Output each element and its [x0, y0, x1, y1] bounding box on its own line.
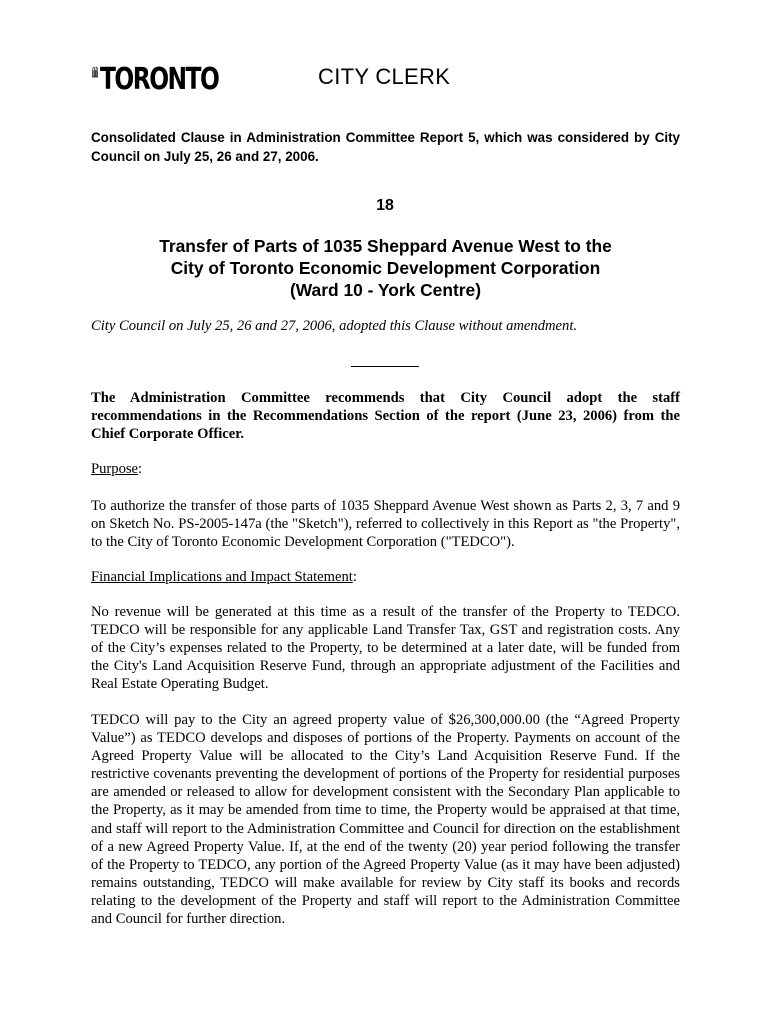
committee-recommendation: The Administration Committee recommends that City Council adopt the staff recommendations in the Recommendations Section of the report (June 23, 2006) from the Chief Corporate Officer. — [91, 390, 680, 443]
council-decision: City Council on July 25, 26 and 27, 2006, adopted this Clause without amendment. — [91, 318, 578, 334]
financial-paragraph-2: TEDCO will pay to the City an agreed property value of $26,300,000.00 (the “Agreed Property Value”) as TEDCO develops and disposes of portions of the Property. Payments on account of the Agreed Property Value will be allocated to the City’s Land Acquisition Reserve Fund. If the restrictive covenants preventing the development of portions of the Property for residential purposes are amended or released to allow for development consistent with the Secondary Plan applicable to the Property, as it may be amended from time to time, the Property would be appraised at that time, and staff will report to the Administration Committee and Council for direction on the establishment of a new Agreed Property Value. If, at the end of the twenty (20) year period following the transfer of the Property to TEDCO, any portion of the Agreed Property Value (as it may have been adjusted) remains outstanding, TEDCO will make available for review by City staff its books and records relating to the development of the Property and staff will report to the Administration Committee and Council for further direction. — [91, 712, 680, 928]
financial-heading-colon: : — [352, 569, 357, 585]
purpose-heading-text: Purpose — [91, 461, 139, 477]
department-name: CITY CLERK — [318, 64, 451, 89]
logo-wordmark: TORONTO — [100, 62, 219, 97]
consolidated-clause-note: Consolidated Clause in Administration Committee Report 5, which was considered by City Council on July 25, 26 and 27, 2006. — [91, 130, 680, 164]
report-title-line-1: Transfer of Parts of 1035 Sheppard Avenue West to the — [159, 236, 612, 256]
purpose-text: To authorize the transfer of those parts of 1035 Sheppard Avenue West shown as Parts 2, 3, 7 and 9 on Sketch No. PS-2005-147a (the "Sketch"), referred to collectively in this Report as "the Property", to the City of Toronto Economic Development Corporation ("TEDCO"). — [91, 498, 680, 551]
item-number: 18 — [376, 197, 394, 214]
report-title-line-2: City of Toronto Economic Development Corporation — [170, 258, 601, 278]
city-hall-icon — [92, 48, 98, 96]
financial-paragraph-1: No revenue will be generated at this time as a result of the transfer of the Property to TEDCO. TEDCO will be responsible for any applicable Land Transfer Tax, GST and registration costs. Any of the City’s expenses related to the Property, to be determined at a later date, will be funded from the City's Land Acquisition Reserve Fund, through an appropriate adjustment of the Facilities and Real Estate Operating Budget. — [91, 604, 680, 693]
section-divider — [351, 366, 419, 367]
report-title — [91, 235, 680, 301]
purpose-heading-colon: : — [138, 461, 143, 477]
financial-heading — [91, 569, 357, 586]
financial-heading-text: Financial Implications and Impact Statement — [91, 569, 353, 585]
toronto-logo — [92, 46, 252, 96]
purpose-heading — [91, 461, 142, 478]
report-title-line-3: (Ward 10 - York Centre) — [289, 280, 481, 300]
